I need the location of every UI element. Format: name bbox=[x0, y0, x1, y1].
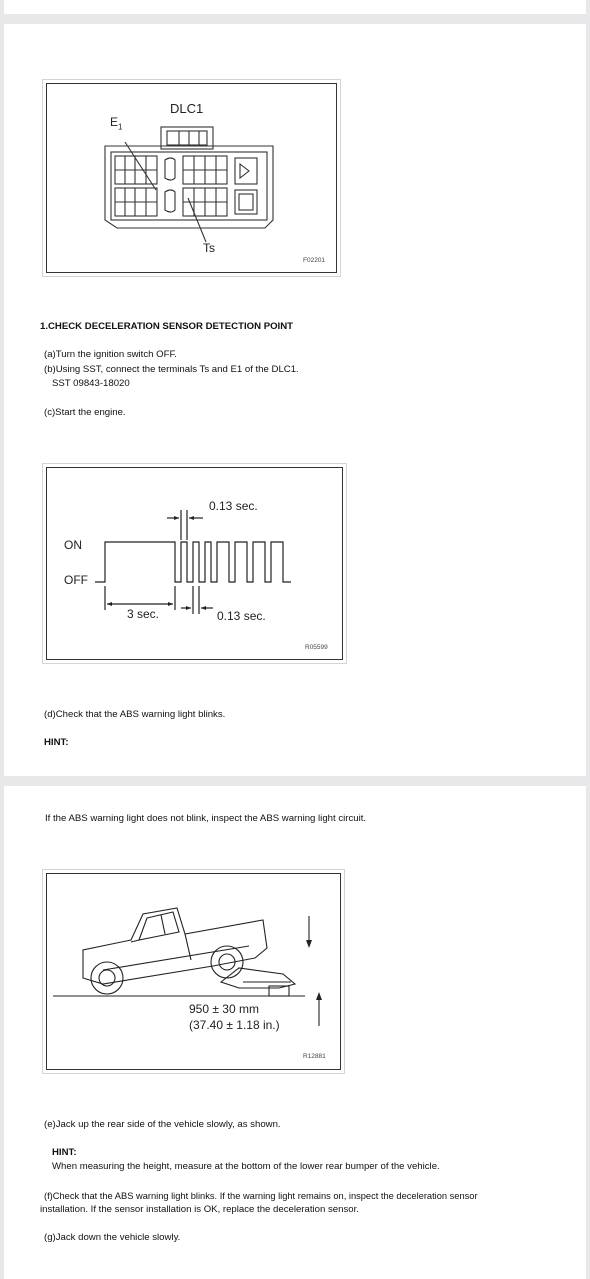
vehicle-jack-figure bbox=[42, 869, 345, 1074]
height-in-label: (37.40 ± 1.18 in.) bbox=[189, 1018, 280, 1032]
hint-label: HINT: bbox=[52, 1147, 77, 1158]
hint-text: If the ABS warning light does not blink, inspect the ABS warning light circuit. bbox=[45, 813, 367, 824]
bottom-interval-label: 0.13 sec. bbox=[217, 609, 266, 623]
figure-code: R12881 bbox=[303, 1053, 326, 1060]
dlc1-title: DLC1 bbox=[170, 101, 204, 116]
e1-label bbox=[110, 115, 122, 131]
off-label: OFF bbox=[64, 573, 88, 587]
vehicle-jack-drawing bbox=[43, 870, 346, 1075]
manual-page-card bbox=[4, 786, 586, 1279]
blink-timing-drawing bbox=[43, 464, 348, 665]
top-interval-label: 0.13 sec. bbox=[209, 499, 258, 513]
e1-label-subscript: 1 bbox=[118, 122, 123, 132]
figure-code: F02201 bbox=[303, 257, 326, 264]
hint-body: When measuring the height, measure at the bottom of the lower rear bumper of the vehicle. bbox=[52, 1161, 440, 1172]
dlc1-connector-figure bbox=[42, 79, 341, 277]
step-b: (b)Using SST, connect the terminals Ts and E1 of the DLC1. bbox=[44, 364, 299, 375]
step-heading: 1.CHECK DECELERATION SENSOR DETECTION POINT bbox=[40, 321, 294, 332]
on-label: ON bbox=[64, 538, 82, 552]
step-f-line-2: installation. If the sensor installation is OK, replace the deceleration sensor. bbox=[40, 1204, 359, 1215]
hint-label: HINT: bbox=[44, 737, 69, 748]
blink-timing-figure bbox=[42, 463, 347, 664]
figure-code: R05599 bbox=[305, 644, 328, 651]
step-a: (a)Turn the ignition switch OFF. bbox=[44, 349, 177, 360]
manual-page-card bbox=[4, 24, 586, 776]
ts-label: Ts bbox=[203, 241, 215, 255]
previous-page-card bbox=[4, 0, 586, 14]
step-d: (d)Check that the ABS warning light blinks. bbox=[44, 709, 226, 720]
e1-label-main: E bbox=[110, 115, 119, 129]
three-sec-label: 3 sec. bbox=[127, 607, 160, 621]
step-c: (c)Start the engine. bbox=[44, 407, 126, 418]
step-g: (g)Jack down the vehicle slowly. bbox=[44, 1232, 181, 1243]
height-mm-label: 950 ± 30 mm bbox=[189, 1002, 259, 1016]
sst-number: SST 09843-18020 bbox=[52, 378, 130, 389]
step-f-line-1: (f)Check that the ABS warning light blinks. If the warning light remains on, inspect the deceleration sensor bbox=[44, 1191, 478, 1201]
step-e: (e)Jack up the rear side of the vehicle slowly, as shown. bbox=[44, 1119, 281, 1130]
